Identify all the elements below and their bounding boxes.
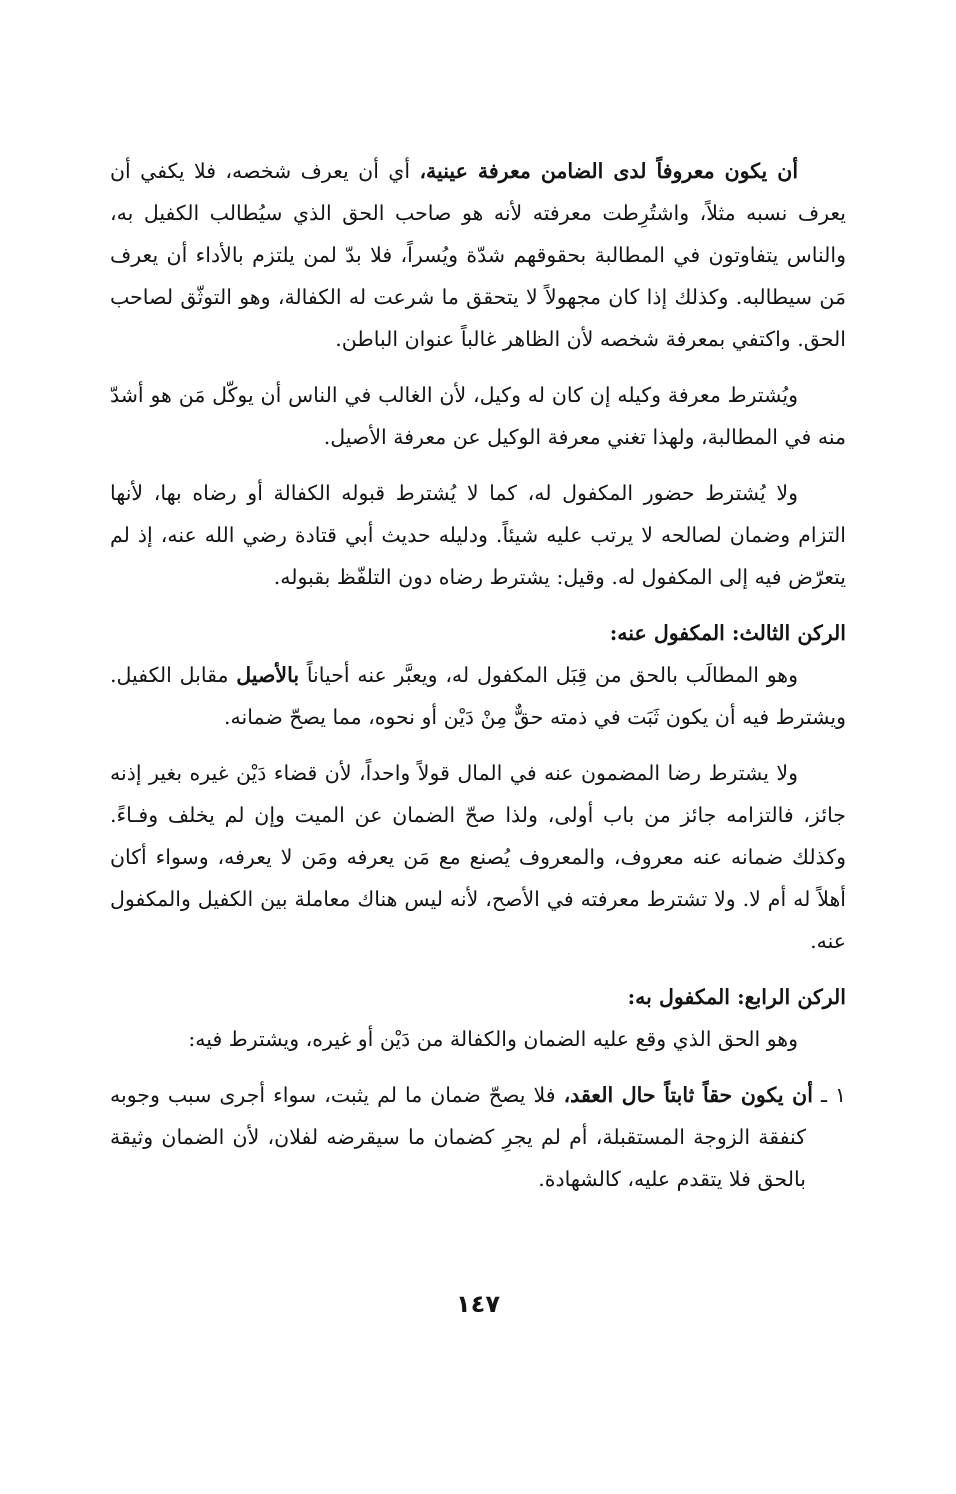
paragraph-agent-knowledge: ويُشترط معرفة وكيله إن كان له وكيل، لأن الغالب في الناس أن يوكّل مَن هو أشدّ منه في المطالبة، ولهذا تغني معرفة الوكيل عن معرفة الأصيل. bbox=[110, 383, 846, 449]
numbered-item-1 bbox=[110, 1074, 846, 1200]
paragraph-text: مقابل الكفيل. ويشترط فيه أن يكون ثَبَت في ذمته حقٌّ مِنْ دَيْن أو نحوه، مما يصحّ ضمانه. bbox=[110, 663, 846, 729]
paragraph-lead-bold: أن يكون معروفاً لدى الضامن معرفة عينية، bbox=[419, 159, 799, 183]
item-lead-bold: أن يكون حقاً ثابتاً حال العقد، bbox=[563, 1083, 813, 1107]
page-number: ١٤٧ bbox=[456, 1290, 500, 1318]
paragraph-text: وهو المطالَب بالحق من قِبَل المكفول له، ويعبَّر عنه أحياناً bbox=[299, 663, 798, 687]
page-body bbox=[110, 150, 846, 1200]
paragraph-text: أي أن يعرف شخصه، فلا يكفي أن يعرف نسبه مثلاً، واشتُرِطت معرفته لأنه هو صاحب الحق الذي سيُطالب الكفيل به، والناس يتفاوتون في المطالبة بحقوقهم شدّة ويُسراً، فلا بدّ لمن يلتزم بالأداء أن يعرف مَن سيطالبه. وكذلك إذا كان مجهولاً لا يتحقق ما شرعت له الكفالة، وهو التوثّق لصاحب الحق. واكتفي بمعرفة شخصه لأن الظاهر غالباً عنوان الباطن. bbox=[110, 159, 846, 351]
term-bold-asil: بالأصيل bbox=[236, 663, 300, 687]
paragraph-principal-debtor bbox=[110, 654, 846, 738]
section-heading-fourth-pillar: الركن الرابع: المكفول به: bbox=[627, 985, 846, 1009]
section-heading-third-pillar: الركن الثالث: المكفول عنه: bbox=[609, 621, 846, 645]
paragraph-consent-not-required: ولا يشترط رضا المضمون عنه في المال قولاً واحداً، لأن قضاء دَيْن غيره بغير إذنه جائز، فالتزامه جائز من باب أولى، ولذا صحّ الضمان عن الميت وإن لم يخلف وفـاءً. وكذلك ضمانه عنه معروف، والمعروف يُصنع مع مَن يعرفه ومَن لا يعرفه، وسواء أكان أهلاً له أم لا. ولا تشترط معرفته في الأصح، لأنه ليس هناك معاملة بين الكفيل والمكفول عنه. bbox=[110, 761, 846, 953]
item-text: فلا يصحّ ضمان ما لم يثبت، سواء أجرى سبب وجوبه كنفقة الزوجة المستقبلة، أم لم يجرِ كضمان ما سيقرضه لفلان، لأن الضمان وثيقة بالحق فلا يتقدم عليه، كالشهادة. bbox=[110, 1083, 806, 1191]
paragraph-guaranteed-right: وهو الحق الذي وقع عليه الضمان والكفالة من دَيْن أو غيره، ويشترط فيه: bbox=[188, 1027, 798, 1051]
paragraph-known-guarantee bbox=[110, 150, 846, 360]
paragraph-presence-not-required: ولا يُشترط حضور المكفول له، كما لا يُشترط قبوله الكفالة أو رضاه بها، لأنها التزام وضمان لصالحه لا يرتب عليه شيئاً. ودليله حديث أبي قتادة رضي الله عنه، إذ لم يتعرّض فيه إلى المكفول له. وقيل: يشترط رضاه دون التلفّظ بقبوله. bbox=[110, 481, 846, 589]
item-number: ١ ـ bbox=[812, 1083, 846, 1107]
